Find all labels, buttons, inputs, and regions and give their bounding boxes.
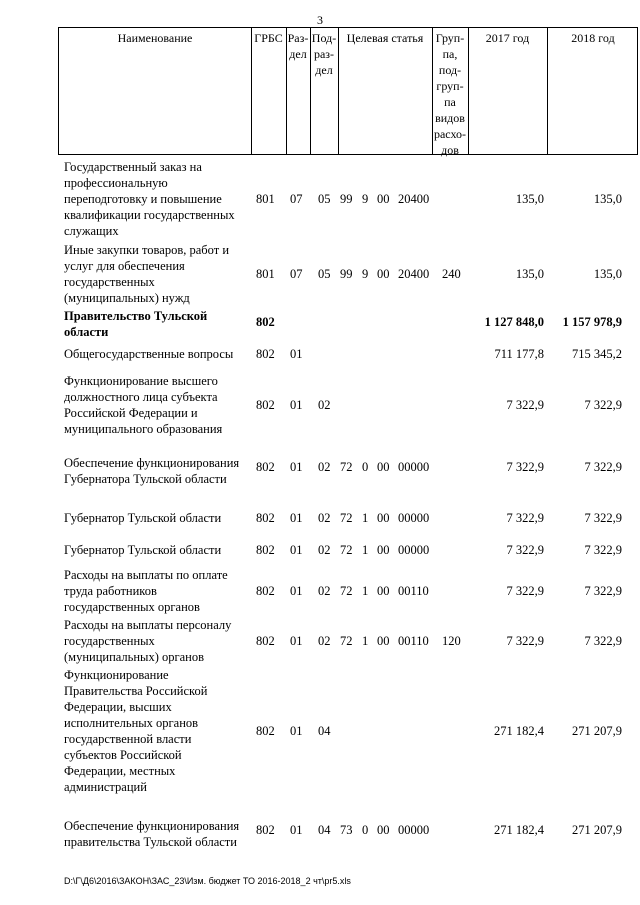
header-divider bbox=[547, 28, 548, 154]
row-grbs: 802 bbox=[256, 823, 275, 837]
row-value-2018: 715 345,2 bbox=[572, 347, 622, 361]
header-divider bbox=[338, 28, 339, 154]
row-target-event: 00 bbox=[377, 460, 390, 474]
row-grbs: 802 bbox=[256, 398, 275, 412]
row-grbs: 802 bbox=[256, 634, 275, 648]
row-name: Расходы на выплаты по оплате труда работников государственных органов bbox=[64, 568, 228, 614]
row-target-subprogram: 9 bbox=[362, 267, 369, 281]
row-target-program: 72 bbox=[340, 511, 353, 525]
row-value-2018: 7 322,9 bbox=[584, 584, 622, 598]
page-number: 3 bbox=[317, 13, 323, 27]
row-podrazdel: 02 bbox=[318, 543, 331, 557]
row-target-subprogram: 1 bbox=[362, 543, 369, 557]
row-value-2017: 7 322,9 bbox=[506, 398, 544, 412]
header-2018: 2018 год bbox=[571, 31, 615, 45]
row-target-program: 99 bbox=[340, 192, 353, 206]
row-grbs: 801 bbox=[256, 267, 275, 281]
row-target-event: 00 bbox=[377, 823, 390, 837]
file-path-footer: D:\Г\Д6\2016\ЗАКОН\ЗАС_23\Изм. бюджет ТО 2016-2018_2 чт\pr5.xls bbox=[64, 876, 351, 886]
row-podrazdel: 05 bbox=[318, 267, 331, 281]
row-target-direction: 20400 bbox=[398, 267, 430, 281]
row-value-2018: 7 322,9 bbox=[584, 460, 622, 474]
row-target-direction: 00110 bbox=[398, 634, 429, 648]
row-podrazdel: 04 bbox=[318, 724, 331, 738]
row-expense-type: 240 bbox=[442, 267, 461, 281]
row-razdel: 01 bbox=[290, 347, 303, 361]
header-target-article: Целевая статья bbox=[346, 31, 424, 45]
row-target-direction: 00000 bbox=[398, 823, 430, 837]
row-grbs: 801 bbox=[256, 192, 275, 206]
row-target-subprogram: 1 bbox=[362, 584, 369, 598]
row-target-subprogram: 0 bbox=[362, 460, 369, 474]
row-value-2017: 7 322,9 bbox=[506, 460, 544, 474]
row-value-2017: 7 322,9 bbox=[506, 584, 544, 598]
row-value-2018: 135,0 bbox=[593, 192, 622, 206]
row-razdel: 01 bbox=[290, 398, 303, 412]
row-podrazdel: 02 bbox=[318, 398, 331, 412]
row-name: Губернатор Тульской области bbox=[64, 511, 222, 525]
row-name: Расходы на выплаты персоналу государственных (муниципальных) органов bbox=[64, 618, 232, 664]
row-grbs: 802 bbox=[256, 460, 275, 474]
row-target-direction: 00000 bbox=[398, 460, 430, 474]
row-target-direction: 20400 bbox=[398, 192, 430, 206]
row-name: Государственный заказ на профессиональную переподготовку и повышение квалификации государственных служащих bbox=[64, 160, 235, 238]
row-target-program: 72 bbox=[340, 584, 353, 598]
row-grbs: 802 bbox=[256, 724, 275, 738]
row-grbs: 802 bbox=[256, 511, 275, 525]
header-grbs: ГРБС bbox=[254, 31, 283, 45]
row-target-event: 00 bbox=[377, 634, 390, 648]
row-target-program: 73 bbox=[340, 823, 353, 837]
row-target-direction: 00000 bbox=[398, 543, 430, 557]
row-value-2018: 271 207,9 bbox=[572, 724, 622, 738]
row-value-2018: 135,0 bbox=[593, 267, 622, 281]
row-grbs: 802 bbox=[256, 584, 275, 598]
header-podrazdel: Под- раз- дел bbox=[311, 31, 337, 77]
row-target-subprogram: 1 bbox=[362, 634, 369, 648]
row-razdel: 01 bbox=[290, 584, 303, 598]
row-target-subprogram: 9 bbox=[362, 192, 369, 206]
row-value-2018: 271 207,9 bbox=[572, 823, 622, 837]
row-value-2018: 7 322,9 bbox=[584, 543, 622, 557]
row-value-2017: 7 322,9 bbox=[506, 634, 544, 648]
row-target-event: 00 bbox=[377, 511, 390, 525]
header-divider bbox=[468, 28, 469, 154]
header-2017: 2017 год bbox=[485, 31, 530, 45]
row-name: Правительство Тульской области bbox=[64, 309, 208, 339]
row-podrazdel: 04 bbox=[318, 823, 331, 837]
row-target-direction: 00000 bbox=[398, 511, 430, 525]
row-value-2017: 7 322,9 bbox=[506, 511, 544, 525]
row-name: Губернатор Тульской области bbox=[64, 543, 222, 557]
row-razdel: 07 bbox=[290, 192, 303, 206]
row-podrazdel: 02 bbox=[318, 584, 331, 598]
row-razdel: 01 bbox=[290, 460, 303, 474]
row-value-2018: 1 157 978,9 bbox=[562, 315, 622, 329]
row-razdel: 01 bbox=[290, 634, 303, 648]
row-target-subprogram: 0 bbox=[362, 823, 369, 837]
row-target-program: 72 bbox=[340, 543, 353, 557]
row-podrazdel: 02 bbox=[318, 460, 331, 474]
header-expense-type: Груп- па, под- груп- па видов расхо- дов bbox=[433, 31, 467, 157]
row-target-program: 99 bbox=[340, 267, 353, 281]
row-value-2017: 135,0 bbox=[515, 267, 544, 281]
row-target-program: 72 bbox=[340, 460, 353, 474]
row-value-2018: 7 322,9 bbox=[584, 511, 622, 525]
row-expense-type: 120 bbox=[442, 634, 461, 648]
row-target-subprogram: 1 bbox=[362, 511, 369, 525]
row-name: Обеспечение функционирования Губернатора Тульской области bbox=[64, 456, 240, 486]
row-name: Общегосударственные вопросы bbox=[64, 347, 234, 361]
row-name: Функционирование высшего должностного лица субъекта Российской Федерации и муниципального образования bbox=[64, 374, 223, 436]
row-target-event: 00 bbox=[377, 584, 390, 598]
row-value-2018: 7 322,9 bbox=[584, 634, 622, 648]
row-target-event: 00 bbox=[377, 267, 390, 281]
row-value-2017: 7 322,9 bbox=[506, 543, 544, 557]
row-target-event: 00 bbox=[377, 543, 390, 557]
row-razdel: 07 bbox=[290, 267, 303, 281]
row-podrazdel: 02 bbox=[318, 634, 331, 648]
table-header bbox=[58, 27, 638, 155]
row-value-2017: 1 127 848,0 bbox=[484, 315, 544, 329]
header-divider bbox=[251, 28, 252, 154]
row-podrazdel: 05 bbox=[318, 192, 331, 206]
row-value-2017: 271 182,4 bbox=[494, 823, 544, 837]
row-razdel: 01 bbox=[290, 724, 303, 738]
row-target-direction: 00110 bbox=[398, 584, 429, 598]
row-podrazdel: 02 bbox=[318, 511, 331, 525]
row-razdel: 01 bbox=[290, 511, 303, 525]
row-target-program: 72 bbox=[340, 634, 353, 648]
row-value-2017: 135,0 bbox=[515, 192, 544, 206]
row-razdel: 01 bbox=[290, 543, 303, 557]
header-name: Наименование bbox=[117, 31, 193, 45]
row-grbs: 802 bbox=[256, 347, 275, 361]
row-value-2018: 7 322,9 bbox=[584, 398, 622, 412]
row-name: Обеспечение функционирования правительства Тульской области bbox=[64, 819, 240, 849]
header-razdel: Раз- дел bbox=[287, 31, 309, 61]
row-grbs: 802 bbox=[256, 315, 275, 329]
row-razdel: 01 bbox=[290, 823, 303, 837]
row-target-event: 00 bbox=[377, 192, 390, 206]
row-name: Функционирование Правительства Российской Федерации, высших исполнительных органов государственной власти субъектов Российской Федерации, местных администраций bbox=[64, 668, 208, 794]
row-grbs: 802 bbox=[256, 543, 275, 557]
row-value-2017: 711 177,8 bbox=[494, 347, 544, 361]
row-value-2017: 271 182,4 bbox=[494, 724, 544, 738]
row-name: Иные закупки товаров, работ и услуг для обеспечения государственных (муниципальных) нужд bbox=[64, 243, 230, 305]
